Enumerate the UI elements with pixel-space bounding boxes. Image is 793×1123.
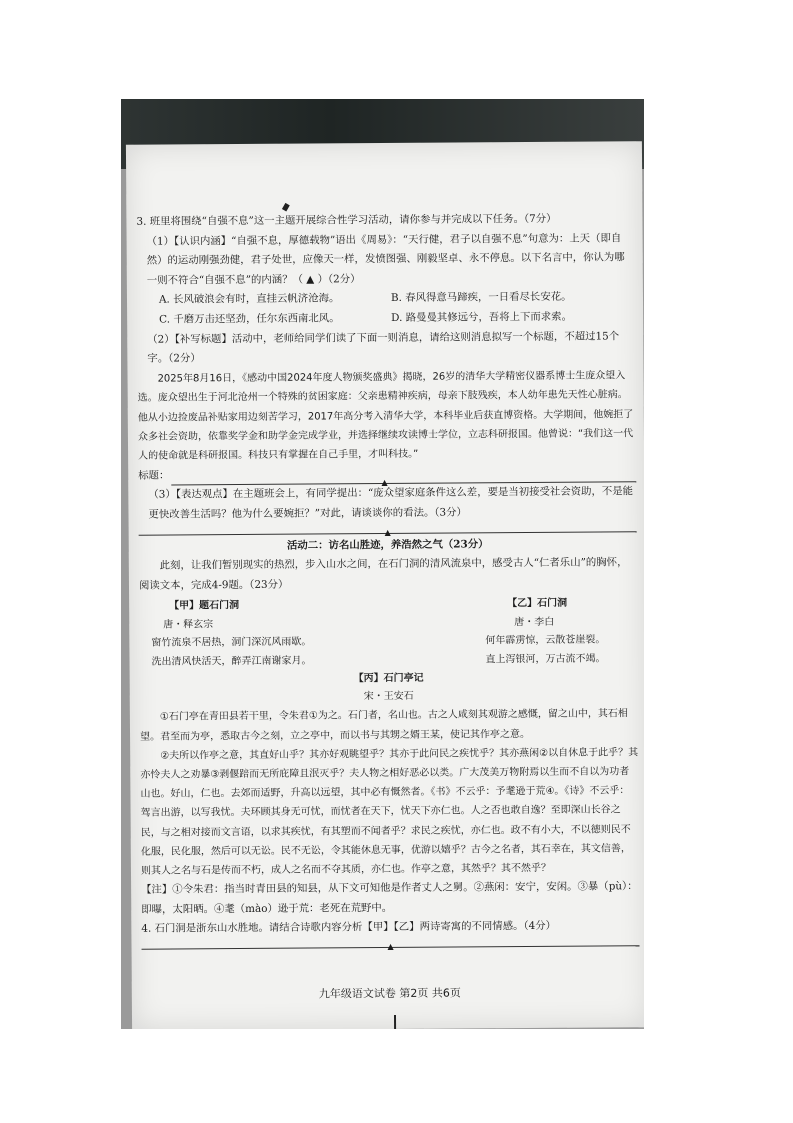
poem-b [389,595,638,671]
option-b: B. 春风得意马蹄疾，一日看尽长安花。 [390,291,572,305]
question-4: 4. 石门洞是浙东山水胜地。请结合诗歌内容分析【甲】【乙】两诗寄寓的不同情感。（4分） [141,920,557,936]
news-passage: 2025年8月16日，《感动中国2024年度人物颁奖盛典》揭晓，26岁的清华大学精密仪器系博士生庞众望入选。庞众望出生于河北沧州一个特殊的贫困家庭：父亲患精神疾病，母亲下肢残疾，本人幼年患先天性心脏病。他从小边捡废品补贴家用边刻苦学习，2017年高分考入清华大学，本科毕业后获直博资格。大学期间，他婉拒了众多社会资助，依靠奖学金和助学金完成学业，并选择继续攻读博士学位，立志科研报国。他曾说：“我们这一代人的使命就是科研报国。科技只有掌握在自己手里，才叫科技。” [137,370,634,463]
poem-a-line: 洗出清风快活天，醉弄江南谢家月。 [151,655,312,668]
q3-part1: （1）【认识内涵】“自强不息，厚德载物”语出《周易》：“天行健，君子以自强不息”句意为：上天（即自然）的运动刚强劲健，君子处世，应像天一样，发愤图强、刚毅坚卓、永不停息。以下名言中，你认为哪一则不符合“自强不息”的内涵？（ ▲ ）（2分） [146,231,625,287]
essay-author: 宋・王安石 [363,691,414,703]
q3-part3: （3）【表达观点】在主题班会上，有同学提出：“庞众望家庭条件这么差，要是当初接受社会资助，不是能更快改善生活吗？他为什么要婉拒？”对此，请谈谈你的看法。（3分） [148,485,634,521]
answer-triangle: ▲ [381,478,388,488]
poem-b-line: 直上泻银河，万古流不竭。 [485,653,606,666]
poem-b-title: 【乙】石门洞 [507,598,568,610]
essay-title: 【丙】石门亭记 [353,673,424,685]
poem-a [139,596,390,672]
essay-paragraph: ①石门亭在青田县若干里，令朱君①为之。石门者，名山也。古之人咸刻其观游之感慨，留之山中，其石相望。君至而为亭，悉取古今之刻，立之亭中，而以书与其甥之婿王某，使记其作亭之意。 [140,708,628,743]
title-label: 标题： [138,469,170,482]
page-footer: 九年级语文试卷 第2页 共6页 [318,986,461,1001]
answer-triangle: ▲ [384,527,391,537]
title-answer-line [138,463,636,486]
annotation-note: 【注】①令朱君：指当时青田县的知县，从下文可知他是作者丈人之舅。②燕闲：安宁，安闲。③暴（pù）：即曝，太阳晒。④耄（mào）逊于荒：老死在荒野中。 [141,880,638,916]
poem-a-author: 唐・释玄宗 [163,619,214,631]
essay-paragraph: ②夫所以作亭之意，其直好山乎？其亦好观眺望乎？其亦于此问民之疾忧乎？其亦燕闲②以自休息于此乎？其亦怜夫人之劝暴③剥偃踣而无所庇障且泯灭乎？夫人物之相好恶必以类。广大茂美万物附焉以生而不自以为功者山也。好山，仁也。去郊而适野，升高以远望，其中必有慨然者。《书》不云乎：予耄逊于荒④。《诗》不云乎：驾言出游，以写我忧。夫环顾其身无可忧，而忧者在天下，忧天下亦仁也。人之否也敢自逸？至即深山长谷之民，与之相对接而文言语，以求其疾忧，有其塑而不闻者乎？求民之疾忧，亦仁也。政不有小大，不以德则民不化服，民化服，然后可以无讼。民不无讼，令其能休息无事，优游以嬉乎？古今之名者，其石幸在，其文信善，则其人之名与石是传而不朽，成人之名而不夺其质，亦仁也。作亭之意，其然乎？其不然乎？ [140,747,639,877]
q3-options [137,288,635,331]
answer-line [141,936,639,949]
poem-a-line: 窗竹流泉不居热，洞门深沉风雨歇。 [151,636,312,649]
poem-a-title: 【甲】题石门洞 [169,600,240,612]
answer-line [139,522,637,535]
fold-mark [394,1015,396,1029]
option-d: D. 路曼曼其修远兮，吾将上下而求索。 [391,310,572,324]
option-a: A. 长风破浪会有时，直挂云帆济沧海。 [158,292,340,306]
activity2-heading: 活动二：访名山胜迹，养浩然之气（23分） [286,537,489,552]
option-c: C. 千磨万击还坚劲，任尔东西南北风。 [159,312,340,326]
poem-b-line: 何年霹雳惊，云散苍崖裂。 [485,634,606,647]
exam-paper [126,141,644,1029]
pen-mark [282,203,290,212]
poem-b-author: 唐・李白 [514,616,555,628]
poems [139,595,638,672]
paper-content [136,209,639,951]
answer-triangle: ▲ [387,941,394,951]
q3-intro: 3. 班里将围绕“自强不息”这一主题开展综合性学习活动，请你参与并完成以下任务。（7分） [136,212,557,228]
q3-part2: （2）【补写标题】活动中，老师给同学们读了下面一则消息，请给这则消息拟写一个标题，不超过15个字。（2分） [147,329,620,365]
photo-frame [121,99,644,1029]
activity2-intro: 此刻，让我们暂别现实的热烈，步入山水之间，在石门洞的清风流泉中，感受古人“仁者乐山”的胸怀，阅读文本，完成4-9题。（23分） [138,556,628,592]
